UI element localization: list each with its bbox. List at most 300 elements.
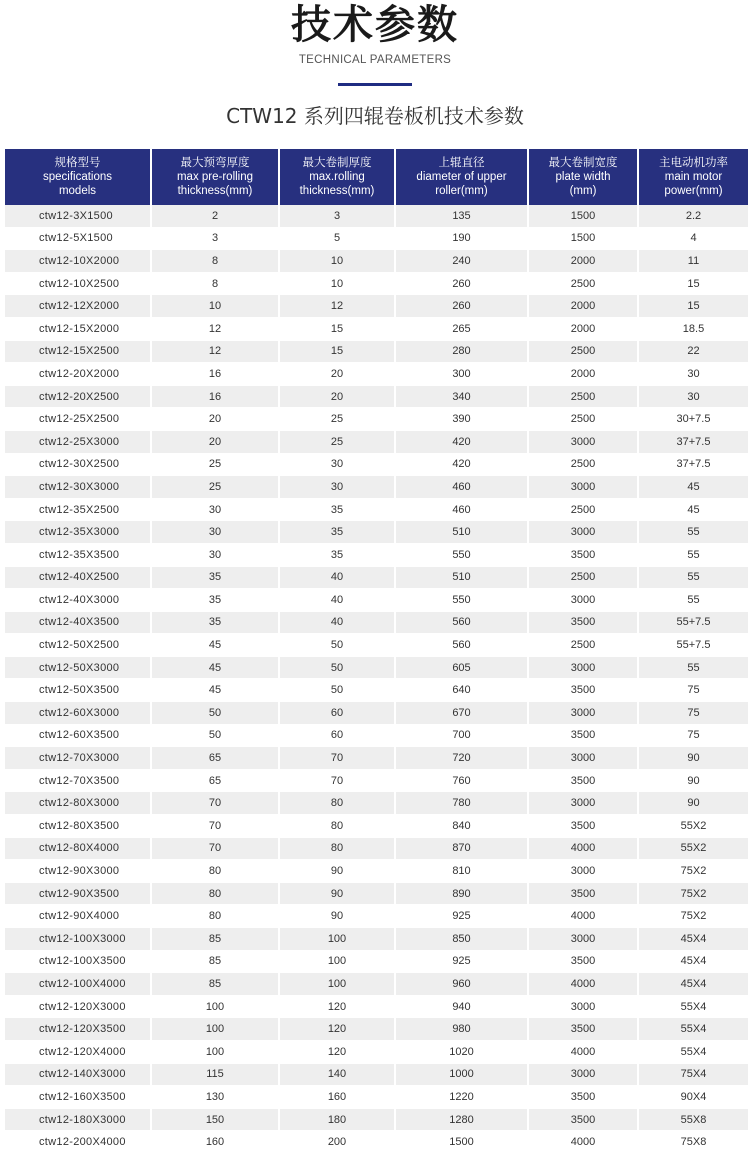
cell-motor-power: 55	[639, 589, 748, 612]
column-header-line: specifications	[42, 171, 113, 183]
cell-max-pre-rolling: 100	[152, 1018, 280, 1041]
cell-motor-power: 30	[639, 363, 748, 386]
cell-model: ctw12-12X2000	[5, 295, 152, 318]
cell-max-rolling: 70	[280, 770, 396, 793]
cell-motor-power: 45X4	[639, 973, 748, 996]
cell-plate-width: 2500	[529, 341, 639, 364]
table-row	[5, 905, 748, 928]
table-row	[5, 205, 748, 228]
column-header-motor-power	[639, 149, 748, 205]
cell-max-rolling: 200	[280, 1131, 396, 1154]
cell-max-pre-rolling: 65	[152, 770, 280, 793]
cell-plate-width: 3000	[529, 1064, 639, 1087]
cell-plate-width: 2500	[529, 408, 639, 431]
table-row	[5, 1064, 748, 1087]
column-header-line: thickness(mm)	[299, 185, 375, 197]
cell-plate-width: 3500	[529, 544, 639, 567]
table-row	[5, 1086, 748, 1109]
cell-model: ctw12-20X2000	[5, 363, 152, 386]
table-row	[5, 589, 748, 612]
cell-max-rolling: 50	[280, 657, 396, 680]
cell-motor-power: 75X2	[639, 860, 748, 883]
cell-upper-roller-diameter: 840	[396, 815, 529, 838]
cell-plate-width: 3500	[529, 1109, 639, 1132]
cell-motor-power: 55	[639, 567, 748, 590]
cell-max-rolling: 120	[280, 996, 396, 1019]
column-header-line: 最大卷制宽度	[548, 157, 618, 169]
cell-motor-power: 37+7.5	[639, 454, 748, 477]
column-header-max-pre-rolling	[152, 149, 280, 205]
table-row	[5, 250, 748, 273]
cell-max-rolling: 10	[280, 250, 396, 273]
cell-max-pre-rolling: 20	[152, 408, 280, 431]
table-row	[5, 341, 748, 364]
cell-plate-width: 4000	[529, 1131, 639, 1154]
cell-max-pre-rolling: 25	[152, 454, 280, 477]
table-row	[5, 612, 748, 635]
cell-max-pre-rolling: 80	[152, 883, 280, 906]
cell-plate-width: 2500	[529, 634, 639, 657]
cell-max-rolling: 20	[280, 363, 396, 386]
cell-upper-roller-diameter: 1500	[396, 1131, 529, 1154]
cell-upper-roller-diameter: 260	[396, 295, 529, 318]
cell-max-pre-rolling: 2	[152, 205, 280, 228]
cell-max-rolling: 60	[280, 725, 396, 748]
column-header-line: 上辊直径	[438, 157, 485, 169]
table-row	[5, 363, 748, 386]
cell-upper-roller-diameter: 550	[396, 589, 529, 612]
cell-upper-roller-diameter: 640	[396, 679, 529, 702]
cell-upper-roller-diameter: 605	[396, 657, 529, 680]
table-row	[5, 928, 748, 951]
cell-model: ctw12-3X1500	[5, 205, 152, 228]
cell-upper-roller-diameter: 720	[396, 747, 529, 770]
cell-upper-roller-diameter: 925	[396, 905, 529, 928]
cell-model: ctw12-90X3000	[5, 860, 152, 883]
cell-max-rolling: 50	[280, 634, 396, 657]
column-header-line: 最大预弯厚度	[180, 157, 250, 169]
cell-motor-power: 55+7.5	[639, 634, 748, 657]
cell-upper-roller-diameter: 510	[396, 567, 529, 590]
cell-plate-width: 4000	[529, 973, 639, 996]
cell-max-rolling: 25	[280, 408, 396, 431]
table-row	[5, 273, 748, 296]
cell-max-rolling: 120	[280, 1041, 396, 1064]
cell-motor-power: 55X2	[639, 815, 748, 838]
cell-motor-power: 75X2	[639, 883, 748, 906]
cell-plate-width: 2500	[529, 567, 639, 590]
column-header-line: diameter of upper	[416, 171, 507, 183]
cell-max-pre-rolling: 45	[152, 634, 280, 657]
cell-plate-width: 3500	[529, 725, 639, 748]
cell-max-pre-rolling: 70	[152, 792, 280, 815]
cell-max-pre-rolling: 100	[152, 996, 280, 1019]
cell-plate-width: 2500	[529, 499, 639, 522]
cell-upper-roller-diameter: 265	[396, 318, 529, 341]
cell-max-rolling: 50	[280, 679, 396, 702]
cell-plate-width: 1500	[529, 228, 639, 251]
cell-model: ctw12-100X3500	[5, 951, 152, 974]
cell-upper-roller-diameter: 190	[396, 228, 529, 251]
cell-model: ctw12-80X4000	[5, 838, 152, 861]
cell-max-pre-rolling: 12	[152, 341, 280, 364]
cell-max-rolling: 10	[280, 273, 396, 296]
table-row	[5, 408, 748, 431]
cell-motor-power: 75X2	[639, 905, 748, 928]
cell-plate-width: 1500	[529, 205, 639, 228]
cell-motor-power: 30+7.5	[639, 408, 748, 431]
table-row	[5, 679, 748, 702]
cell-max-pre-rolling: 25	[152, 476, 280, 499]
cell-model: ctw12-90X3500	[5, 883, 152, 906]
column-header-line: max.rolling	[309, 171, 365, 183]
cell-max-pre-rolling: 16	[152, 386, 280, 409]
cell-max-rolling: 90	[280, 905, 396, 928]
cell-motor-power: 90	[639, 792, 748, 815]
cell-plate-width: 3500	[529, 1018, 639, 1041]
cell-model: ctw12-180X3000	[5, 1109, 152, 1132]
cell-motor-power: 55	[639, 657, 748, 680]
cell-max-rolling: 140	[280, 1064, 396, 1087]
cell-plate-width: 3000	[529, 431, 639, 454]
cell-plate-width: 3000	[529, 860, 639, 883]
cell-model: ctw12-25X2500	[5, 408, 152, 431]
cell-model: ctw12-50X2500	[5, 634, 152, 657]
cell-plate-width: 2000	[529, 250, 639, 273]
cell-upper-roller-diameter: 850	[396, 928, 529, 951]
cell-plate-width: 4000	[529, 838, 639, 861]
cell-max-pre-rolling: 10	[152, 295, 280, 318]
cell-model: ctw12-60X3500	[5, 725, 152, 748]
cell-max-pre-rolling: 45	[152, 679, 280, 702]
column-header-line: main motor	[664, 171, 723, 183]
column-header-max-rolling	[280, 149, 396, 205]
table-row	[5, 567, 748, 590]
cell-max-pre-rolling: 20	[152, 431, 280, 454]
table-row	[5, 973, 748, 996]
cell-model: ctw12-80X3000	[5, 792, 152, 815]
cell-plate-width: 3500	[529, 679, 639, 702]
table-row	[5, 454, 748, 477]
cell-upper-roller-diameter: 1220	[396, 1086, 529, 1109]
cell-max-pre-rolling: 70	[152, 838, 280, 861]
table-row	[5, 1131, 748, 1154]
cell-upper-roller-diameter: 890	[396, 883, 529, 906]
page-subtitle: TECHNICAL PARAMETERS	[298, 54, 452, 66]
table-row	[5, 1041, 748, 1064]
cell-plate-width: 3000	[529, 747, 639, 770]
cell-upper-roller-diameter: 135	[396, 205, 529, 228]
cell-motor-power: 90	[639, 770, 748, 793]
cell-max-pre-rolling: 115	[152, 1064, 280, 1087]
cell-upper-roller-diameter: 810	[396, 860, 529, 883]
cell-plate-width: 3500	[529, 951, 639, 974]
column-header-line: (mm)	[569, 185, 597, 197]
cell-model: ctw12-10X2000	[5, 250, 152, 273]
cell-motor-power: 55+7.5	[639, 612, 748, 635]
cell-plate-width: 3000	[529, 589, 639, 612]
cell-upper-roller-diameter: 300	[396, 363, 529, 386]
cell-model: ctw12-100X3000	[5, 928, 152, 951]
cell-plate-width: 2000	[529, 363, 639, 386]
cell-plate-width: 3000	[529, 702, 639, 725]
cell-upper-roller-diameter: 780	[396, 792, 529, 815]
cell-plate-width: 3500	[529, 770, 639, 793]
cell-upper-roller-diameter: 670	[396, 702, 529, 725]
table-row	[5, 521, 748, 544]
table-row	[5, 295, 748, 318]
cell-motor-power: 2.2	[639, 205, 748, 228]
cell-motor-power: 45	[639, 476, 748, 499]
table-row	[5, 476, 748, 499]
cell-max-rolling: 180	[280, 1109, 396, 1132]
cell-max-pre-rolling: 160	[152, 1131, 280, 1154]
cell-max-rolling: 100	[280, 973, 396, 996]
cell-motor-power: 55X2	[639, 838, 748, 861]
cell-motor-power: 45	[639, 499, 748, 522]
cell-max-rolling: 80	[280, 815, 396, 838]
column-header-line: 主电动机功率	[659, 157, 728, 169]
cell-upper-roller-diameter: 870	[396, 838, 529, 861]
cell-upper-roller-diameter: 460	[396, 476, 529, 499]
cell-plate-width: 3500	[529, 1086, 639, 1109]
cell-motor-power: 18.5	[639, 318, 748, 341]
cell-motor-power: 75X8	[639, 1131, 748, 1154]
cell-motor-power: 55X4	[639, 1018, 748, 1041]
cell-motor-power: 37+7.5	[639, 431, 748, 454]
cell-plate-width: 3000	[529, 476, 639, 499]
title-underline	[338, 83, 412, 86]
cell-max-rolling: 30	[280, 476, 396, 499]
cell-upper-roller-diameter: 420	[396, 431, 529, 454]
cell-motor-power: 15	[639, 273, 748, 296]
cell-motor-power: 45X4	[639, 928, 748, 951]
column-header-line: models	[58, 185, 97, 197]
cell-max-rolling: 3	[280, 205, 396, 228]
cell-motor-power: 75	[639, 725, 748, 748]
cell-max-pre-rolling: 70	[152, 815, 280, 838]
cell-model: ctw12-40X2500	[5, 567, 152, 590]
cell-motor-power: 55X4	[639, 1041, 748, 1064]
cell-model: ctw12-35X3500	[5, 544, 152, 567]
cell-upper-roller-diameter: 510	[396, 521, 529, 544]
cell-max-pre-rolling: 30	[152, 544, 280, 567]
table-row	[5, 702, 748, 725]
cell-model: ctw12-40X3000	[5, 589, 152, 612]
cell-motor-power: 55X4	[639, 996, 748, 1019]
cell-max-rolling: 90	[280, 883, 396, 906]
cell-model: ctw12-10X2500	[5, 273, 152, 296]
cell-max-pre-rolling: 35	[152, 567, 280, 590]
cell-max-rolling: 5	[280, 228, 396, 251]
cell-model: ctw12-15X2000	[5, 318, 152, 341]
column-header-line: max pre-rolling	[176, 171, 254, 183]
cell-max-rolling: 15	[280, 341, 396, 364]
cell-upper-roller-diameter: 550	[396, 544, 529, 567]
cell-motor-power: 30	[639, 386, 748, 409]
cell-plate-width: 3500	[529, 883, 639, 906]
cell-max-pre-rolling: 85	[152, 973, 280, 996]
cell-model: ctw12-100X4000	[5, 973, 152, 996]
cell-plate-width: 2500	[529, 273, 639, 296]
cell-max-pre-rolling: 12	[152, 318, 280, 341]
table-row	[5, 1018, 748, 1041]
cell-max-pre-rolling: 80	[152, 905, 280, 928]
cell-model: ctw12-5X1500	[5, 228, 152, 251]
cell-upper-roller-diameter: 420	[396, 454, 529, 477]
cell-max-rolling: 70	[280, 747, 396, 770]
cell-max-rolling: 90	[280, 860, 396, 883]
column-header-line: 规格型号	[54, 157, 101, 169]
cell-motor-power: 55	[639, 521, 748, 544]
cell-model: ctw12-160X3500	[5, 1086, 152, 1109]
cell-motor-power: 4	[639, 228, 748, 251]
table-row	[5, 657, 748, 680]
cell-max-rolling: 100	[280, 928, 396, 951]
table-row	[5, 747, 748, 770]
cell-plate-width: 3500	[529, 815, 639, 838]
column-header-line: thickness(mm)	[177, 185, 253, 197]
cell-max-pre-rolling: 8	[152, 250, 280, 273]
cell-max-rolling: 15	[280, 318, 396, 341]
cell-max-rolling: 40	[280, 589, 396, 612]
cell-model: ctw12-25X3000	[5, 431, 152, 454]
cell-motor-power: 22	[639, 341, 748, 364]
table-row	[5, 634, 748, 657]
cell-model: ctw12-80X3500	[5, 815, 152, 838]
cell-max-pre-rolling: 130	[152, 1086, 280, 1109]
cell-model: ctw12-30X3000	[5, 476, 152, 499]
cell-max-pre-rolling: 50	[152, 725, 280, 748]
cell-max-rolling: 160	[280, 1086, 396, 1109]
cell-upper-roller-diameter: 1020	[396, 1041, 529, 1064]
column-header-line: plate width	[555, 171, 611, 183]
column-header-line: power(mm)	[664, 185, 723, 197]
cell-max-pre-rolling: 30	[152, 499, 280, 522]
column-header-plate-width	[529, 149, 639, 205]
cell-model: ctw12-120X3000	[5, 996, 152, 1019]
cell-upper-roller-diameter: 700	[396, 725, 529, 748]
table-row	[5, 228, 748, 251]
cell-motor-power: 55X8	[639, 1109, 748, 1132]
cell-max-pre-rolling: 35	[152, 612, 280, 635]
cell-max-pre-rolling: 35	[152, 589, 280, 612]
cell-model: ctw12-20X2500	[5, 386, 152, 409]
column-header-upper-roller-diameter	[396, 149, 529, 205]
cell-plate-width: 2500	[529, 386, 639, 409]
cell-max-pre-rolling: 65	[152, 747, 280, 770]
cell-plate-width: 3000	[529, 996, 639, 1019]
cell-max-pre-rolling: 45	[152, 657, 280, 680]
cell-model: ctw12-200X4000	[5, 1131, 152, 1154]
spec-table	[5, 149, 748, 1154]
cell-model: ctw12-15X2500	[5, 341, 152, 364]
table-row	[5, 860, 748, 883]
table-row	[5, 725, 748, 748]
cell-model: ctw12-120X4000	[5, 1041, 152, 1064]
cell-plate-width: 3000	[529, 928, 639, 951]
cell-max-pre-rolling: 50	[152, 702, 280, 725]
cell-motor-power: 75	[639, 702, 748, 725]
table-row	[5, 838, 748, 861]
cell-model: ctw12-70X3000	[5, 747, 152, 770]
cell-model: ctw12-35X2500	[5, 499, 152, 522]
cell-max-rolling: 35	[280, 521, 396, 544]
table-row	[5, 770, 748, 793]
cell-max-rolling: 30	[280, 454, 396, 477]
table-row	[5, 386, 748, 409]
cell-motor-power: 90X4	[639, 1086, 748, 1109]
cell-motor-power: 15	[639, 295, 748, 318]
cell-plate-width: 2000	[529, 295, 639, 318]
cell-plate-width: 2500	[529, 454, 639, 477]
cell-plate-width: 3000	[529, 792, 639, 815]
cell-max-rolling: 20	[280, 386, 396, 409]
cell-max-pre-rolling: 80	[152, 860, 280, 883]
cell-motor-power: 75X4	[639, 1064, 748, 1087]
cell-plate-width: 4000	[529, 905, 639, 928]
cell-upper-roller-diameter: 760	[396, 770, 529, 793]
table-row	[5, 792, 748, 815]
table-row	[5, 318, 748, 341]
table-row	[5, 883, 748, 906]
cell-motor-power: 11	[639, 250, 748, 273]
page-title: 技术参数	[291, 2, 459, 48]
cell-plate-width: 3000	[529, 521, 639, 544]
spec-table-header	[5, 149, 748, 205]
cell-upper-roller-diameter: 560	[396, 634, 529, 657]
cell-upper-roller-diameter: 340	[396, 386, 529, 409]
cell-max-rolling: 100	[280, 951, 396, 974]
cell-upper-roller-diameter: 980	[396, 1018, 529, 1041]
cell-motor-power: 55	[639, 544, 748, 567]
cell-max-rolling: 40	[280, 567, 396, 590]
table-row	[5, 544, 748, 567]
cell-max-rolling: 35	[280, 544, 396, 567]
cell-max-rolling: 80	[280, 838, 396, 861]
spec-table-body	[5, 205, 748, 1154]
cell-max-pre-rolling: 30	[152, 521, 280, 544]
cell-plate-width: 2000	[529, 318, 639, 341]
cell-motor-power: 90	[639, 747, 748, 770]
cell-max-pre-rolling: 85	[152, 951, 280, 974]
cell-upper-roller-diameter: 240	[396, 250, 529, 273]
cell-model: ctw12-120X3500	[5, 1018, 152, 1041]
cell-model: ctw12-40X3500	[5, 612, 152, 635]
table-row	[5, 996, 748, 1019]
cell-plate-width: 3500	[529, 612, 639, 635]
cell-model: ctw12-50X3500	[5, 679, 152, 702]
cell-motor-power: 75	[639, 679, 748, 702]
cell-model: ctw12-70X3500	[5, 770, 152, 793]
cell-model: ctw12-35X3000	[5, 521, 152, 544]
cell-max-pre-rolling: 8	[152, 273, 280, 296]
column-header-line: roller(mm)	[435, 185, 488, 197]
cell-max-pre-rolling: 16	[152, 363, 280, 386]
table-row	[5, 815, 748, 838]
cell-max-rolling: 80	[280, 792, 396, 815]
cell-upper-roller-diameter: 960	[396, 973, 529, 996]
cell-max-pre-rolling: 85	[152, 928, 280, 951]
cell-model: ctw12-30X2500	[5, 454, 152, 477]
column-header-line: 最大卷制厚度	[302, 157, 372, 169]
cell-upper-roller-diameter: 390	[396, 408, 529, 431]
table-title: CTW12 系列四辊卷板机技术参数	[226, 104, 524, 128]
cell-upper-roller-diameter: 560	[396, 612, 529, 635]
cell-max-pre-rolling: 150	[152, 1109, 280, 1132]
table-row	[5, 951, 748, 974]
cell-max-pre-rolling: 3	[152, 228, 280, 251]
